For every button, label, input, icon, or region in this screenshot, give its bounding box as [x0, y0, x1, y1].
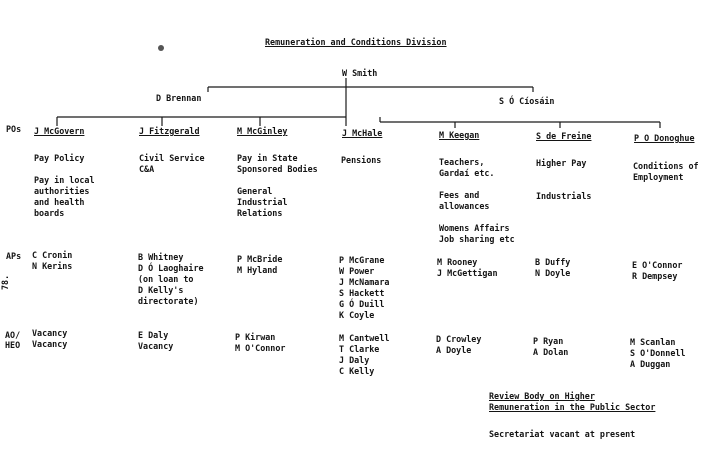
duties-col3: Pay in State Sponsored Bodies General Industrial Relations — [237, 153, 318, 218]
po-name-col1: J McGovern — [34, 126, 85, 136]
ao-col1: Vacancy Vacancy — [32, 328, 68, 349]
po-name-col5: M Keegan — [439, 130, 480, 140]
duties-col4: Pensions — [341, 155, 382, 165]
grade-label-ao-heo: AO/ HEO — [5, 330, 21, 350]
aps-col7: E O'Connor R Dempsey — [632, 260, 683, 281]
aps-col2: B Whitney D Ó Laoghaire (on loan to D Kelly's directorate) — [138, 252, 204, 306]
po-name-col4: J McHale — [342, 128, 383, 138]
ao-col3: P Kirwan M O'Connor — [235, 332, 286, 353]
ao-col5: D Crowley A Doyle — [436, 334, 482, 355]
duties-col6: Higher Pay Industrials — [536, 158, 592, 201]
aps-col1: C Cronin N Kerins — [32, 250, 73, 271]
review-body-note: Secretariat vacant at present — [489, 429, 636, 439]
punch-hole-mark — [158, 45, 164, 51]
po-name-col3: M McGinley — [237, 126, 288, 136]
head-name: W Smith — [342, 68, 378, 78]
ao-col2: E Daly Vacancy — [138, 330, 174, 351]
aps-col3: P McBride M Hyland — [237, 254, 283, 275]
duties-col2: Civil Service C&A — [139, 153, 205, 174]
aps-col5: M Rooney J McGettigan — [437, 257, 498, 278]
po-name-col2: J Fitzgerald — [139, 126, 200, 136]
page-number: 78. — [0, 274, 10, 290]
ao-col4: M Cantwell T Clarke J Daly C Kelly — [339, 333, 390, 376]
aps-col4: P McGrane W Power J McNamara S Hackett G Ó Duill K Coyle — [339, 255, 390, 320]
review-body-title: Review Body on Higher Remuneration in the Public Sector — [489, 391, 656, 412]
duties-col1: Pay Policy Pay in local authorities and health boards — [34, 153, 95, 218]
ao-col7: M Scanlan S O'Donnell A Duggan — [630, 337, 686, 369]
grade-label-aps: APs — [6, 251, 22, 261]
po-name-col7: P O Donoghue — [634, 133, 695, 143]
aps-col6: B Duffy N Doyle — [535, 257, 571, 278]
grade-label-pos: POs — [6, 124, 22, 134]
chart-title: Remuneration and Conditions Division — [265, 37, 447, 47]
duties-col5: Teachers, Gardaí etc. Fees and allowances Womens Affairs Job sharing etc — [439, 157, 515, 244]
duties-col7: Conditions of Employment — [633, 161, 699, 182]
po-name-col6: S de Freine — [536, 131, 592, 141]
ao-col6: P Ryan A Dolan — [533, 336, 569, 357]
deputy-right: S Ó Cíosáin — [499, 96, 555, 106]
deputy-left: D Brennan — [156, 93, 202, 103]
